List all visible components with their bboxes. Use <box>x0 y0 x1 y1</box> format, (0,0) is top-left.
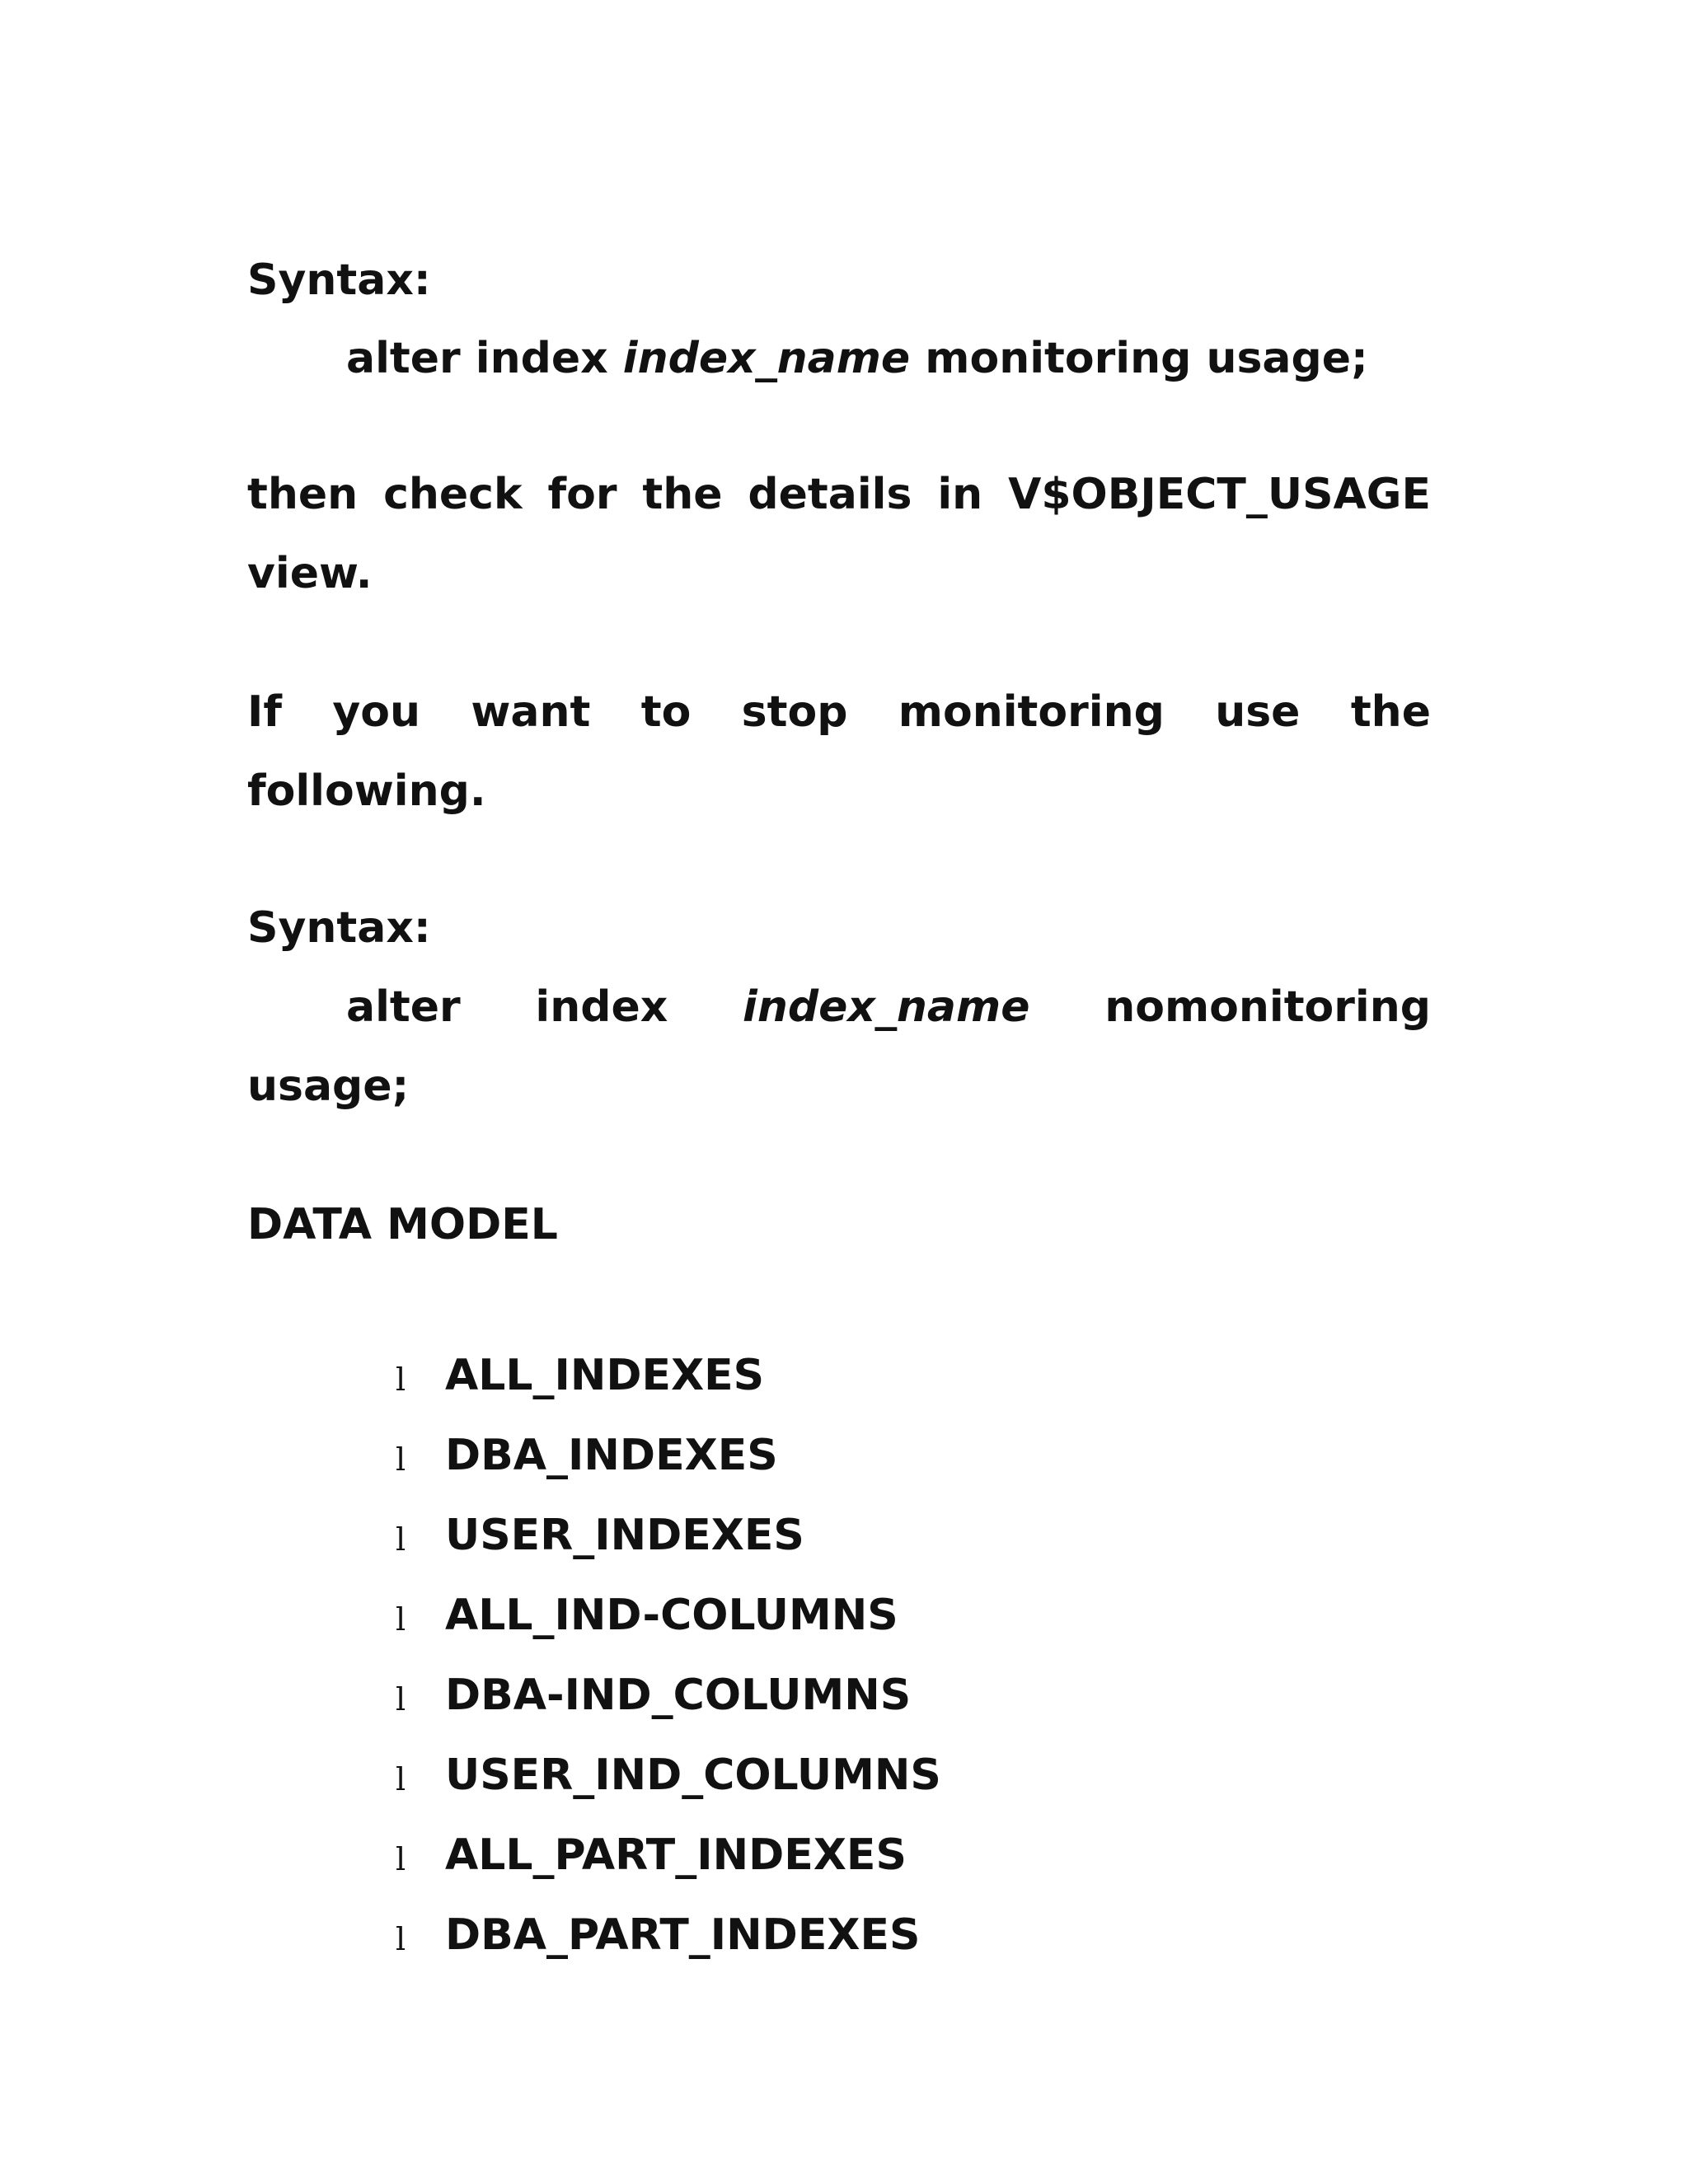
word: you <box>332 687 420 737</box>
list-item-text: DBA_PART_INDEXES <box>445 1910 921 1960</box>
word: details <box>748 470 912 519</box>
word: V$OBJECT_USAGE <box>1008 470 1431 519</box>
list-item <box>396 1815 941 1895</box>
list-item-text: ALL_PART_INDEXES <box>445 1830 907 1880</box>
list-item <box>396 1415 941 1495</box>
paragraph-2-line-2: following. <box>247 766 486 816</box>
paragraph-1-line-1 <box>247 470 1431 519</box>
list-item <box>396 1895 941 1975</box>
list-item <box>396 1495 941 1575</box>
bullet-icon: l <box>396 1680 406 1718</box>
syntax-label-1: Syntax: <box>247 255 431 305</box>
code-param: index_name <box>622 334 911 383</box>
list-item <box>396 1735 941 1815</box>
word: to <box>640 687 692 737</box>
paragraph-2-line-1 <box>247 687 1431 737</box>
list-item <box>396 1655 941 1735</box>
word: the <box>1350 687 1431 737</box>
word: want <box>471 687 591 737</box>
word: check <box>383 470 523 519</box>
word: monitoring <box>898 687 1165 737</box>
data-model-heading: DATA MODEL <box>247 1200 558 1249</box>
word: in <box>937 470 983 519</box>
code-word: nomonitoring <box>1104 982 1431 1032</box>
word: then <box>247 470 359 519</box>
syntax-code-2 <box>346 982 1431 1032</box>
code-suffix: monitoring usage; <box>910 334 1368 383</box>
word: the <box>642 470 723 519</box>
word: stop <box>741 687 848 737</box>
bullet-icon: l <box>396 1601 406 1638</box>
code-param: index_name <box>743 982 1030 1032</box>
paragraph-1-line-2: view. <box>247 549 373 598</box>
word: If <box>247 687 282 737</box>
list-item-text: USER_INDEXES <box>445 1510 804 1560</box>
bullet-icon: l <box>396 1361 406 1398</box>
list-item-text: USER_IND_COLUMNS <box>445 1750 941 1800</box>
bullet-icon: l <box>396 1920 406 1957</box>
bullet-icon: l <box>396 1760 406 1797</box>
list-item-text: DBA_INDEXES <box>445 1430 778 1480</box>
list-item <box>396 1335 941 1415</box>
syntax-code-2-line-2: usage; <box>247 1062 410 1111</box>
word: use <box>1215 687 1301 737</box>
list-item-text: DBA-IND_COLUMNS <box>445 1670 912 1720</box>
word: for <box>547 470 617 519</box>
code-prefix: alter index <box>346 334 623 383</box>
syntax-code-1 <box>346 334 1368 383</box>
list-item-text: ALL_IND-COLUMNS <box>445 1590 898 1640</box>
code-word: alter <box>346 982 461 1032</box>
bullet-icon: l <box>396 1441 406 1478</box>
bullet-icon: l <box>396 1521 406 1558</box>
bullet-icon: l <box>396 1840 406 1877</box>
syntax-label-2: Syntax: <box>247 903 431 953</box>
list-item <box>396 1575 941 1655</box>
code-word: index <box>535 982 668 1032</box>
data-model-list <box>396 1335 941 1975</box>
list-item-text: ALL_INDEXES <box>445 1350 765 1400</box>
